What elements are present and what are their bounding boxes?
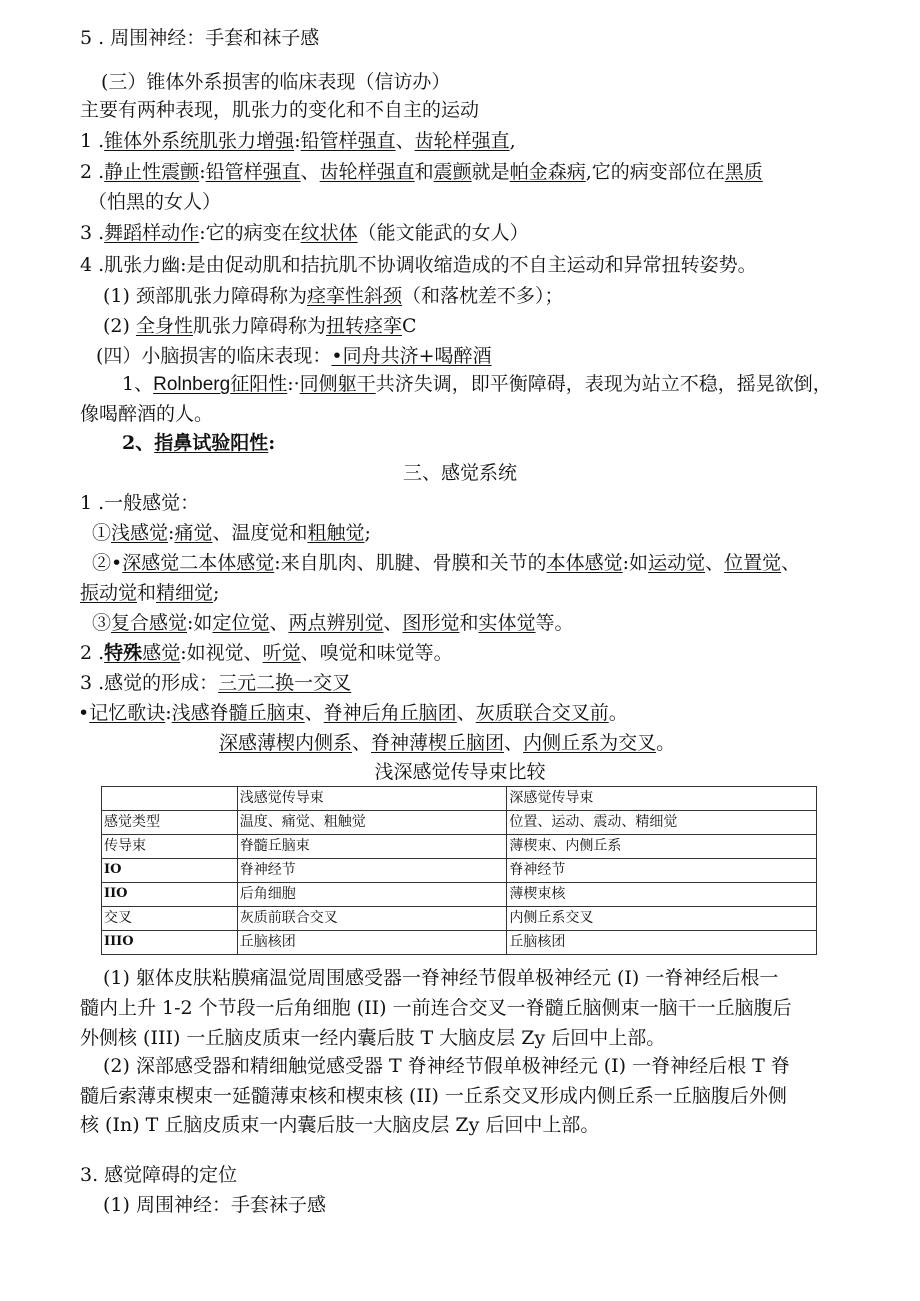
text: (1) 颈部肌张力障碍称为 xyxy=(103,285,307,307)
table-cell: 脊髓丘脑束 xyxy=(237,835,507,859)
text: : xyxy=(165,702,172,724)
text: :它的病变在 xyxy=(199,222,301,244)
underlined-term: 运动觉 xyxy=(648,552,706,574)
underlined-term: 定位觉 xyxy=(212,612,270,634)
text: :如 xyxy=(187,612,213,634)
text: C xyxy=(402,315,417,337)
line-romberg-cont: 像喝醉酒的人。 xyxy=(80,403,214,425)
underlined-term: 黑质 xyxy=(724,161,763,183)
paragraph-1-line-3: 外侧核 (III) 一丘脑皮质束一经内囊后肢 T 大脑皮层 Zy 后回中上部。 xyxy=(80,1027,666,1049)
table-row xyxy=(102,907,817,931)
line-item-3-chorea xyxy=(80,220,529,246)
text: :· xyxy=(287,373,300,395)
table-cell: 丘脑核团 xyxy=(507,931,817,955)
underlined-term: 全身性 xyxy=(135,315,193,337)
line-item-4-dystonia: 4 .肌张力幽:是由促动肌和拮抗肌不协调收缩造成的不自主运动和异常扭转姿势。 xyxy=(80,254,757,276)
underlined-term: 脊神后角丘脑团 xyxy=(323,702,457,724)
table-row xyxy=(102,835,817,859)
text: 、 xyxy=(705,552,725,574)
underlined-term: Rolnberg xyxy=(153,374,231,395)
line-special-sensation xyxy=(80,640,453,666)
text: ① xyxy=(92,522,112,544)
underlined-term: 同侧躯干 xyxy=(299,373,376,395)
heading-sensory-system: 三、感觉系统 xyxy=(402,462,517,484)
table-row xyxy=(102,787,817,811)
line-romberg xyxy=(122,371,832,398)
text: （能文能武的女人） xyxy=(357,222,529,244)
table-cell: 传导束 xyxy=(102,835,238,859)
underlined-term: 指鼻试验阳性 xyxy=(154,432,269,454)
table-cell: 浅感觉传导束 xyxy=(237,787,507,811)
table-cell: 内侧丘系交叉 xyxy=(507,907,817,931)
text: ,它的病变部位在 xyxy=(585,161,725,183)
heading-extrapyramidal: (三）锥体外系损害的临床表现（信访办） xyxy=(101,71,451,93)
text: 、 xyxy=(383,612,403,634)
paragraph-1-line-1: (1) 躯体皮肤粘膜痛温觉周围感受器一脊神经节假单极神经元 (I) 一脊神经后根一 xyxy=(103,967,779,989)
table-cell xyxy=(102,787,238,811)
heading-localization: 3. 感觉障碍的定位 xyxy=(80,1164,238,1186)
text: , xyxy=(509,130,516,152)
paragraph-1-line-2: 髓内上升 1-2 个节段一后角细胞 (II) 一前连合交叉一脊髓丘脑侧束一脑干一丘脑腹后 xyxy=(80,997,792,1019)
line-formation xyxy=(80,670,351,696)
underlined-term: 齿轮样强直 xyxy=(414,130,510,152)
underlined-term: 深感觉二本体感觉 xyxy=(122,552,275,574)
underlined-term: 复合感觉 xyxy=(111,612,188,634)
text: :如视觉、 xyxy=(180,642,263,664)
line-two-manifestations: 主要有两种表现，肌张力的变化和不自主的运动 xyxy=(80,99,480,121)
text: 2 . xyxy=(80,161,105,183)
underlined-term: 精细觉 xyxy=(156,582,214,604)
comparison-table-body xyxy=(102,787,817,955)
text: : xyxy=(268,432,276,454)
table-cell: 温度、痛觉、粗触觉 xyxy=(237,811,507,835)
table-cell: 脊神经节 xyxy=(507,859,817,883)
line-deep xyxy=(92,550,800,576)
text: 、温度觉和 xyxy=(212,522,308,544)
text: 、 xyxy=(504,732,524,754)
text: ; xyxy=(364,522,371,544)
table-row xyxy=(102,859,817,883)
underlined-term: 灰质联合交叉前 xyxy=(475,702,609,724)
text: ②• xyxy=(92,552,123,574)
text: : xyxy=(199,161,206,183)
table-cell: 脊神经节 xyxy=(237,859,507,883)
table-cell: 深感觉传导束 xyxy=(507,787,817,811)
line-item-2-tremor xyxy=(80,159,763,185)
text: • xyxy=(78,702,90,724)
line-mnemonic-2 xyxy=(219,730,675,756)
text: 2、 xyxy=(122,432,155,454)
text: 。 xyxy=(608,702,628,724)
line-item-2-mnemonic: （怕黑的女人） xyxy=(88,191,222,213)
underlined-term: 铅管样强直 xyxy=(300,130,396,152)
underlined-term: 帕金森病 xyxy=(509,161,586,183)
line-subitem-1 xyxy=(103,283,564,309)
comparison-table xyxy=(101,786,817,955)
line-localization-1: (1) 周围神经：手套袜子感 xyxy=(103,1194,326,1216)
table-row xyxy=(102,811,817,835)
text: 。 xyxy=(656,732,676,754)
table-cell: 薄楔束、内侧丘系 xyxy=(507,835,817,859)
line-complex xyxy=(92,610,574,636)
underlined-term: 齿轮样强直 xyxy=(319,161,415,183)
underlined-term: 震颤 xyxy=(433,161,472,183)
underlined-term: 痉挛性斜颈 xyxy=(306,285,402,307)
underlined-term: 静止性震颤 xyxy=(104,161,200,183)
underlined-term: 感觉 xyxy=(142,642,181,664)
text: 、 xyxy=(269,612,289,634)
text: 就是 xyxy=(471,161,510,183)
line-peripheral-nerve: 5 . 周围神经：手套和袜子感 xyxy=(80,27,320,49)
underlined-term: 纹状体 xyxy=(300,222,358,244)
underlined-term: 本体感觉 xyxy=(546,552,623,574)
line-mnemonic-1 xyxy=(78,700,628,726)
table-row xyxy=(102,883,817,907)
underlined-term: 痛觉 xyxy=(174,522,213,544)
text: 和 xyxy=(459,612,479,634)
underlined-term: 浅感脊髓丘脑束 xyxy=(171,702,305,724)
text: ③ xyxy=(92,612,112,634)
underlined-term: 位置觉 xyxy=(724,552,782,574)
table-cell: 感觉类型 xyxy=(102,811,238,835)
paragraph-2-line-1: (2) 深部感受器和精细触觉感受器 T 脊神经节假单极神经元 (I) 一脊神经后根 T 脊 xyxy=(103,1055,790,1077)
heading-cerebellum xyxy=(96,343,492,369)
table-cell: 交叉 xyxy=(102,907,238,931)
text: 和 xyxy=(137,582,157,604)
underlined-term: 锥体外系统肌张力增强 xyxy=(104,130,295,152)
text: 、 xyxy=(456,702,476,724)
line-subitem-2 xyxy=(103,313,417,339)
text: :来自肌肉、肌腱、骨膜和关节的 xyxy=(274,552,547,574)
table-cell: 灰质前联合交叉 xyxy=(237,907,507,931)
text: : xyxy=(294,130,301,152)
text: 1 . xyxy=(80,130,105,152)
text: 和 xyxy=(414,161,434,183)
text: (四）小脑损害的临床表现： xyxy=(96,345,332,367)
underlined-term: 铅管样强直 xyxy=(205,161,301,183)
text: 共济失调，即平衡障碍，表现为站立不稳，摇晃欲倒， xyxy=(375,373,832,395)
text: 、 xyxy=(395,130,415,152)
line-finger-nose xyxy=(122,430,275,456)
text: 、 xyxy=(300,161,320,183)
text: 肌张力障碍称为 xyxy=(192,315,326,337)
text: 、 xyxy=(781,552,801,574)
underlined-term: 内侧丘系为交叉 xyxy=(523,732,657,754)
text: 2 . xyxy=(80,642,105,664)
line-superficial xyxy=(92,520,371,546)
text: 3 . xyxy=(80,222,105,244)
table-cell: 薄楔束核 xyxy=(507,883,817,907)
table-cell: 后角细胞 xyxy=(237,883,507,907)
underlined-term: 三元二换一交叉 xyxy=(218,672,352,694)
underlined-term: 实体觉 xyxy=(478,612,536,634)
underlined-term: 舞蹈样动作 xyxy=(104,222,200,244)
text: (2) xyxy=(103,315,136,337)
text: 、 xyxy=(352,732,372,754)
paragraph-2-line-3: 核 (In) T 丘脑皮质束一内囊后肢一大脑皮层 Zy 后回中上部。 xyxy=(80,1114,600,1136)
table-cell: IIIO xyxy=(102,931,238,955)
underlined-term: 浅感觉 xyxy=(111,522,169,544)
table-cell: IO xyxy=(102,859,238,883)
underlined-term: 听觉 xyxy=(262,642,301,664)
text: :如 xyxy=(622,552,649,574)
table-row xyxy=(102,931,817,955)
underlined-term: 扭转痉挛 xyxy=(325,315,402,337)
underlined-term: 振动觉 xyxy=(80,582,138,604)
underlined-term: 粗触觉 xyxy=(307,522,365,544)
text: : xyxy=(168,522,175,544)
line-item-1-tone xyxy=(80,128,516,154)
table-cell: IIO xyxy=(102,883,238,907)
text: 、 xyxy=(304,702,324,724)
underlined-term: •同舟共济+喝醉酒 xyxy=(331,345,492,367)
table-title: 浅深感觉传导束比较 xyxy=(374,761,546,783)
underlined-term: 征阳性 xyxy=(230,373,288,395)
text: 1、 xyxy=(122,373,154,395)
text: ; xyxy=(213,582,220,604)
underlined-term: 两点辨别觉 xyxy=(288,612,384,634)
text: 等。 xyxy=(535,612,574,634)
paragraph-2-line-2: 髓后索薄束楔束一延髓薄束核和楔束核 (II) 一丘系交叉形成内侧丘系一丘脑腹后外侧 xyxy=(80,1085,787,1107)
underlined-term: 脊神薄楔丘脑团 xyxy=(371,732,505,754)
underlined-term: 特殊 xyxy=(104,642,143,664)
line-general-sensation: 1 .一般感觉： xyxy=(80,492,200,514)
underlined-term: 图形觉 xyxy=(402,612,460,634)
underlined-term: 记忆歌诀 xyxy=(89,702,166,724)
underlined-term: 深感薄楔内侧系 xyxy=(219,732,353,754)
text: （和落枕差不多）； xyxy=(401,285,564,307)
text: 、嗅觉和味觉等。 xyxy=(300,642,453,664)
table-cell: 位置、运动、震动、精细觉 xyxy=(507,811,817,835)
text: 3 .感觉的形成： xyxy=(80,672,219,694)
table-cell: 丘脑核团 xyxy=(237,931,507,955)
line-deep-cont xyxy=(80,580,219,606)
